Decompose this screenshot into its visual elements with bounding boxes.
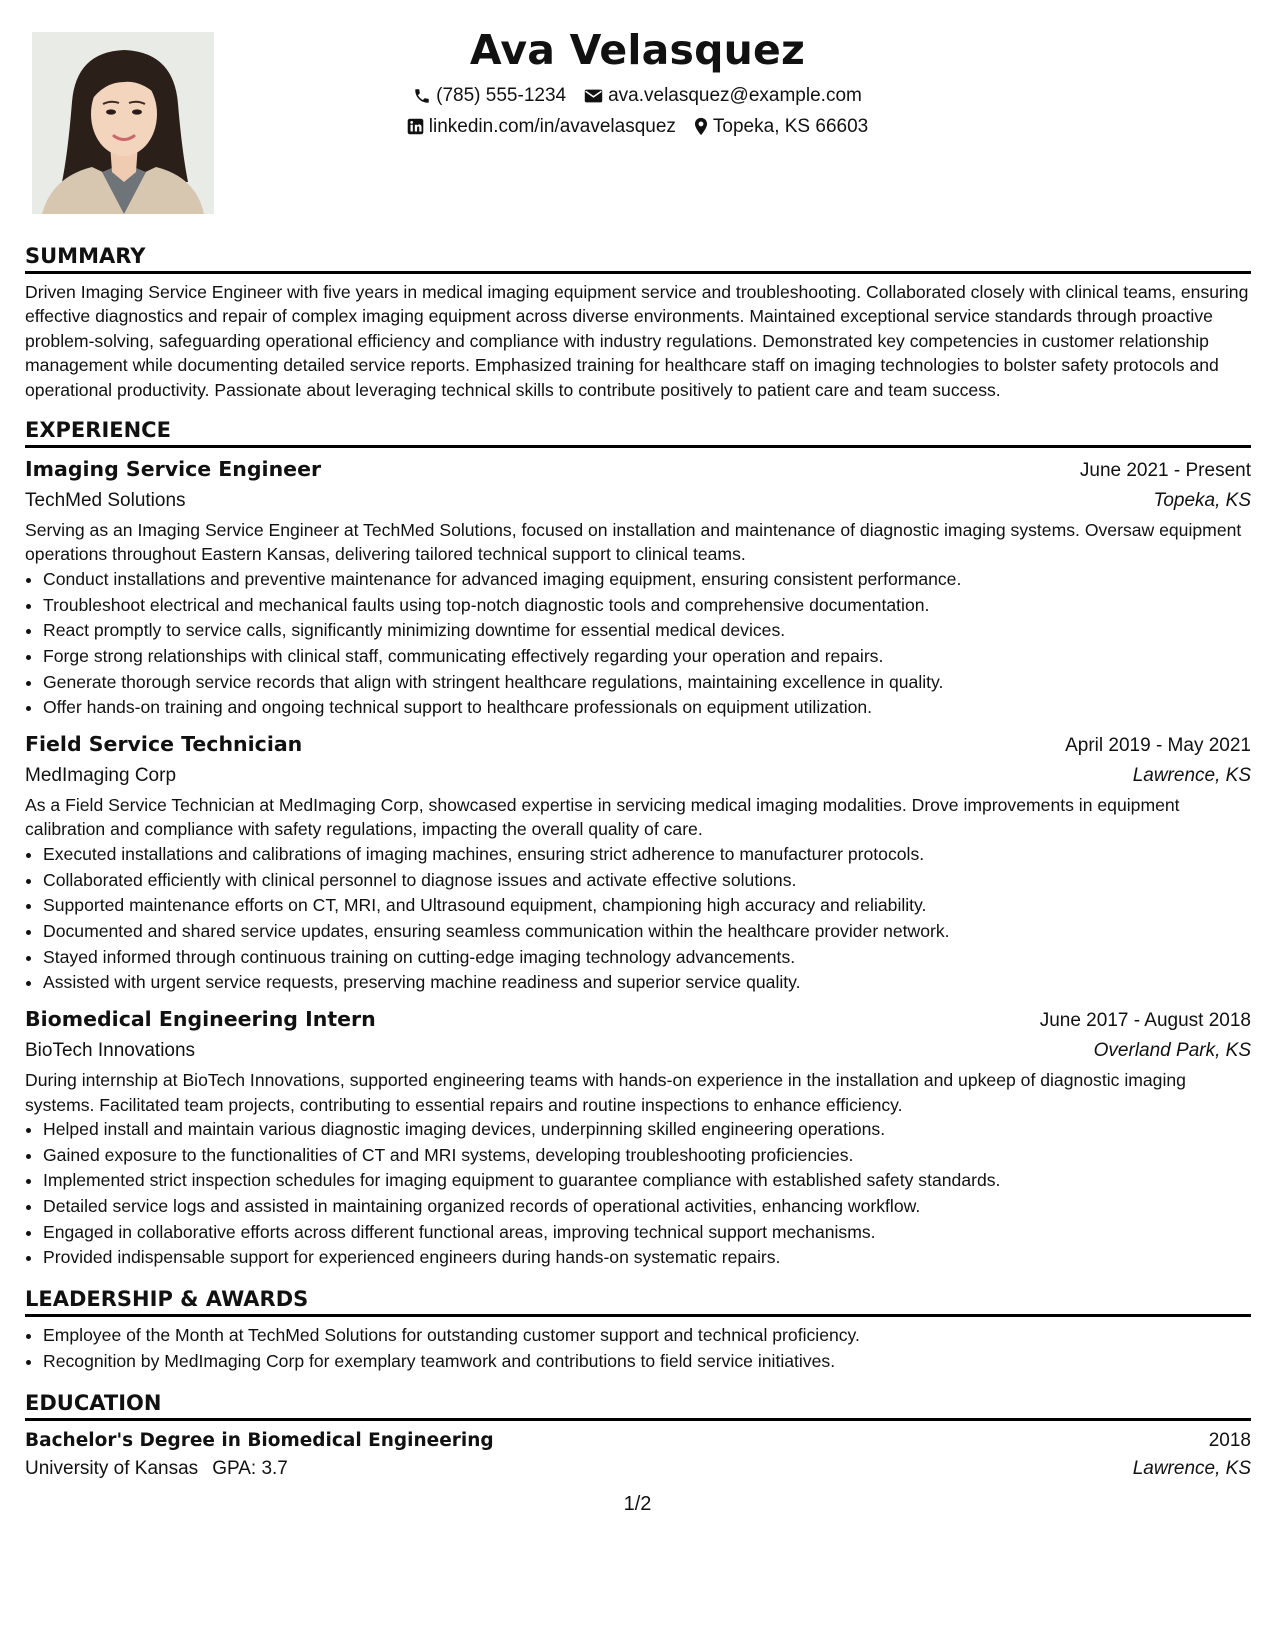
experience-section (25, 416, 1251, 1271)
bullet-item: • Stayed informed through continuous training on cutting-edge imaging technology advancements. (43, 945, 1251, 971)
education-section (25, 1389, 1251, 1483)
resume-content (25, 242, 1251, 1497)
job-entry (25, 729, 1251, 996)
bullet-item: • Troubleshoot electrical and mechanical faults using top-notch diagnostic tools and comprehensive documentation. (43, 593, 1251, 619)
bullet-item: • Collaborated efficiently with clinical personnel to diagnose issues and activate effective solutions. (43, 868, 1251, 894)
graduation-year: 2018 (1208, 1429, 1251, 1451)
linkedin-icon (407, 118, 424, 135)
map-pin-icon (694, 117, 708, 136)
bullet-item: • Documented and shared service updates, ensuring seamless communication within the healthcare provider network. (43, 919, 1251, 945)
linkedin-text[interactable]: linkedin.com/in/avavelasquez (428, 116, 676, 137)
bullet-item: • Conduct installations and preventive maintenance for advanced imaging equipment, ensuring consistent performance. (43, 567, 1251, 593)
profile-photo (32, 32, 214, 214)
bullet-item: • Generate thorough service records that align with stringent healthcare regulations, maintaining excellence in quality. (43, 670, 1251, 696)
job-title: Field Service Technician (25, 732, 303, 757)
summary-heading: SUMMARY (25, 242, 1251, 274)
bullet-item: • Supported maintenance efforts on CT, MRI, and Ultrasound equipment, championing high accuracy and reliability. (43, 893, 1251, 919)
job-bullets (25, 1117, 1251, 1271)
bullet-item: • Recognition by MedImaging Corp for exemplary teamwork and contributions to field service initiatives. (43, 1349, 1251, 1375)
job-bullets (25, 567, 1251, 721)
bullet-item: • Forge strong relationships with clinical staff, communicating effectively regarding your operation and repairs. (43, 644, 1251, 670)
job-subheader (25, 486, 1251, 516)
bullet-item: • Executed installations and calibrations of imaging machines, ensuring strict adherence to manufacturer protocols. (43, 842, 1251, 868)
leadership-bullets (25, 1323, 1251, 1374)
phone-text: (785) 555-1234 (436, 85, 567, 106)
job-company: MedImaging Corp (25, 765, 177, 787)
bullet-item: • Provided indispensable support for experienced engineers during hands-on systematic repairs. (43, 1245, 1251, 1271)
school-location: Lawrence, KS (1132, 1457, 1251, 1479)
job-company: BioTech Innovations (25, 1040, 196, 1062)
phone-icon (413, 87, 431, 105)
job-header (25, 729, 1251, 761)
job-entry (25, 1004, 1251, 1271)
job-location: Lawrence, KS (1132, 765, 1251, 787)
education-header (25, 1427, 1251, 1455)
leadership-section (25, 1285, 1251, 1374)
job-dates: April 2019 - May 2021 (1065, 735, 1251, 757)
job-location: Overland Park, KS (1093, 1040, 1251, 1062)
job-location: Topeka, KS (1153, 490, 1251, 512)
phone-contact (413, 80, 566, 111)
job-summary: As a Field Service Technician at MedImaging Corp, showcased expertise in servicing medical imaging modalities. Drove improvements in equipment calibration and compliance with safety regulations, impacting the overall quality of care. (25, 795, 1180, 840)
job-header (25, 1004, 1251, 1036)
job-header (25, 454, 1251, 486)
envelope-icon (584, 88, 603, 104)
experience-heading: EXPERIENCE (25, 416, 1251, 448)
bullet-item: • Engaged in collaborative efforts across different functional areas, improving technical support mechanisms. (43, 1220, 1251, 1246)
job-bullets (25, 842, 1251, 996)
contact-row-1 (300, 80, 975, 111)
job-company: TechMed Solutions (25, 490, 186, 512)
bullet-item: • Detailed service logs and assisted in maintaining organized records of operational activities, enhancing workflow. (43, 1194, 1251, 1220)
job-entry (25, 454, 1251, 721)
summary-section (25, 242, 1251, 402)
school-name: University of Kansas (25, 1457, 199, 1479)
bullet-item: • Helped install and maintain various diagnostic imaging devices, underpinning skilled engineering operations. (43, 1117, 1251, 1143)
education-heading: EDUCATION (25, 1389, 1251, 1421)
resume-header (300, 20, 975, 142)
bullet-item: • Assisted with urgent service requests, preserving machine readiness and superior service quality. (43, 970, 1251, 996)
bullet-item: • React promptly to service calls, significantly minimizing downtime for essential medical devices. (43, 618, 1251, 644)
job-summary: During internship at BioTech Innovations, supported engineering teams with hands-on experience in the installation and upkeep of diagnostic imaging systems. Facilitated team projects, contributing to essential repairs and routine inspections to enhance efficiency. (25, 1070, 1186, 1115)
bullet-item: • Offer hands-on training and ongoing technical support to healthcare professionals on equipment utilization. (43, 695, 1251, 721)
summary-text: Driven Imaging Service Engineer with five years in medical imaging equipment service and troubleshooting. Collaborated closely with clinical teams, ensuring effective diagnostics and repair of complex imaging equipment across diverse environments. Maintained exceptional service standards through proactive problem-solving, safeguarding operational efficiency and compliance with industry regulations. Demonstrated key competencies in customer relationship management while documenting detailed service reports. Emphasized training for healthcare staff on imaging technologies to bolster safety protocols and operational productivity. Passionate about leveraging technical skills to contribute positively to patient care and team success. (25, 282, 1249, 400)
candidate-name: Ava Velasquez (469, 26, 806, 74)
job-subheader (25, 1036, 1251, 1066)
bullet-item: • Employee of the Month at TechMed Solutions for outstanding customer support and technical proficiency. (43, 1323, 1251, 1349)
job-title: Imaging Service Engineer (25, 457, 322, 482)
degree-name: Bachelor's Degree in Biomedical Engineering (25, 1429, 494, 1451)
job-summary: Serving as an Imaging Service Engineer at TechMed Solutions, focused on installation and maintenance of diagnostic imaging systems. Oversaw equipment operations throughout Eastern Kansas, delivering tailored technical support to clinical teams. (25, 520, 1242, 565)
job-dates: June 2021 - Present (1079, 460, 1251, 482)
location-text: Topeka, KS 66603 (712, 116, 869, 137)
school-line (25, 1455, 288, 1483)
portrait-image (32, 32, 214, 214)
education-subheader (25, 1455, 1251, 1483)
bullet-item: • Implemented strict inspection schedules for imaging equipment to guarantee compliance with established safety standards. (43, 1168, 1251, 1194)
gpa-text: GPA: 3.7 (212, 1457, 288, 1479)
email-contact[interactable] (584, 80, 862, 111)
leadership-heading: LEADERSHIP & AWARDS (25, 1285, 1251, 1317)
page-number: 1/2 (623, 1493, 652, 1515)
linkedin-contact[interactable] (407, 111, 676, 142)
job-dates: June 2017 - August 2018 (1039, 1010, 1251, 1032)
location-contact (694, 111, 868, 142)
job-subheader (25, 761, 1251, 791)
contact-row-2 (300, 111, 975, 142)
bullet-item: • Gained exposure to the functionalities of CT and MRI systems, developing troubleshooting proficiencies. (43, 1143, 1251, 1169)
job-title: Biomedical Engineering Intern (25, 1007, 376, 1032)
email-text[interactable]: ava.velasquez@example.com (608, 85, 862, 106)
